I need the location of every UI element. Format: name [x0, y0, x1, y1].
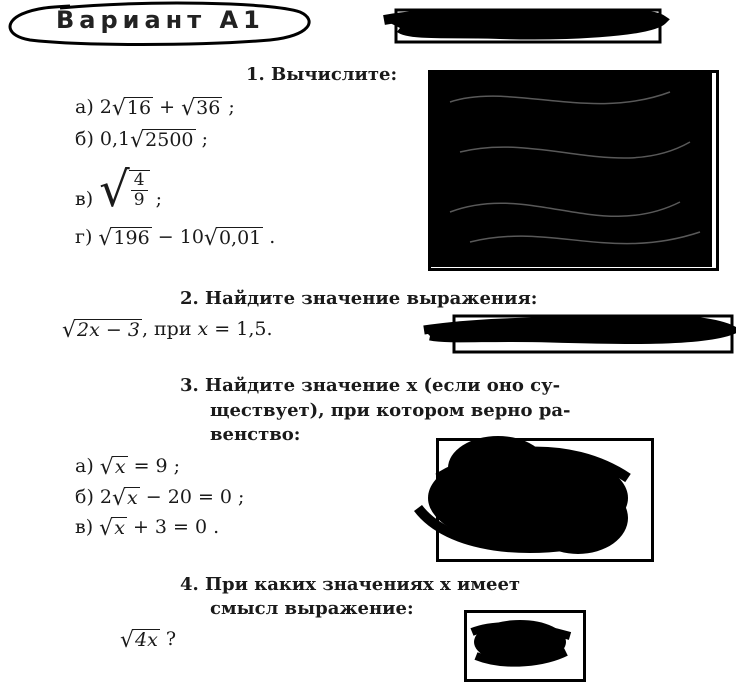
- task3-item-b: б) 2 √ x − 20 = 0 ;: [75, 486, 245, 511]
- redaction-scribble-3: [408, 428, 648, 566]
- task2-expression: √ 2x − 3 , при x = 1,5.: [62, 318, 273, 343]
- task3-item-c: в) √ x + 3 = 0 .: [75, 516, 220, 541]
- variant-title: Вариант А1: [56, 6, 265, 34]
- task2-heading: 2. Найдите значение выражения:: [180, 288, 538, 309]
- task3-heading-line2: ществует), при котором верно ра-: [210, 400, 571, 421]
- task1-heading: 1. Вычислите:: [246, 64, 398, 85]
- redaction-scribble-top: [380, 6, 670, 48]
- task4-expression: √ 4x ?: [120, 628, 177, 653]
- task3-heading-line1: 3. Найдите значение x (если оно су-: [180, 375, 561, 396]
- task1-item-b: б) 0,1 √ 2500 ;: [75, 128, 208, 153]
- task3-heading-line3: венство:: [210, 424, 301, 445]
- task3-item-a: а) √ x = 9 ;: [75, 455, 181, 480]
- task4-heading-line1: 4. При каких значениях x имеет: [180, 574, 521, 595]
- task4-heading-line2: смысл выражение:: [210, 598, 414, 619]
- redaction-scribble-1: [430, 72, 712, 267]
- redaction-scribble-4: [466, 612, 578, 674]
- task1-item-a: а) 2 √ 16 + √ 36 ;: [75, 96, 235, 121]
- task1-item-c: в) √ $\frac{4}{9}$ ;: [75, 162, 163, 218]
- task1-item-d: г) √ 196 − 10 √ 0,01 .: [75, 226, 276, 251]
- redaction-scribble-2: [420, 308, 736, 356]
